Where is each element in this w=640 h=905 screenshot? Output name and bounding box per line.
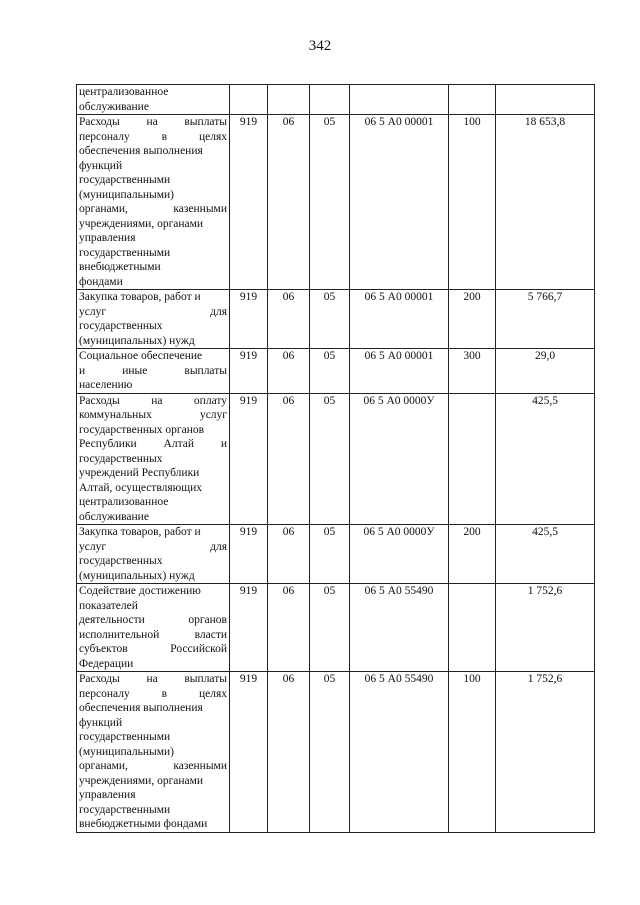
subsection-code-cell: 05 xyxy=(310,584,350,672)
amount-cell: 1 752,6 xyxy=(496,584,595,672)
ministry-code-cell: 919 xyxy=(230,115,268,290)
item-name-line: управления xyxy=(79,232,136,244)
item-name-line: Расходы на оплату xyxy=(79,394,227,407)
target-article-cell xyxy=(350,85,449,115)
ministry-code-cell: 919 xyxy=(230,525,268,584)
item-name-line: населению xyxy=(79,379,133,391)
item-name-line: государственных xyxy=(79,452,163,465)
amount-cell: 18 653,8 xyxy=(496,115,595,290)
ministry-code-cell xyxy=(230,85,268,115)
expense-type-cell: 200 xyxy=(449,290,496,349)
amount-cell: 425,5 xyxy=(496,525,595,584)
item-name-line: государственными xyxy=(79,803,171,816)
item-name-line: персоналу в целях xyxy=(79,130,227,143)
subsection-code-cell: 05 xyxy=(310,115,350,290)
budget-table xyxy=(76,84,595,833)
item-name-line: Расходы на выплаты xyxy=(79,673,227,685)
table-row xyxy=(77,672,595,833)
item-name-line: функций xyxy=(79,159,123,172)
item-name-line: исполнительной власти xyxy=(79,628,227,641)
section-code-cell: 06 xyxy=(268,393,310,525)
item-name-line: государственными xyxy=(79,731,171,743)
item-name-line: обеспечения выполнения xyxy=(79,702,203,714)
item-name-line: услуг для xyxy=(79,305,227,318)
expense-type-cell xyxy=(449,85,496,115)
item-name-line: персоналу в целях xyxy=(79,687,227,700)
item-name-cell xyxy=(77,290,230,349)
item-name-line: Закупка товаров, работ и xyxy=(79,291,201,303)
ministry-code-cell: 919 xyxy=(230,290,268,349)
item-name-cell xyxy=(77,85,230,115)
table-row xyxy=(77,525,595,584)
subsection-code-cell: 05 xyxy=(310,525,350,584)
subsection-code-cell: 05 xyxy=(310,290,350,349)
item-name-line: фондами xyxy=(79,275,123,288)
amount-cell: 5 766,7 xyxy=(496,290,595,349)
item-name-cell xyxy=(77,393,230,525)
expense-type-cell xyxy=(449,393,496,525)
target-article-cell: 06 5 А0 0000У xyxy=(350,525,449,584)
section-code-cell xyxy=(268,85,310,115)
item-name-line: обеспечения выполнения xyxy=(79,145,203,157)
target-article-cell: 06 5 А0 0000У xyxy=(350,393,449,525)
expense-type-cell xyxy=(449,584,496,672)
table-row xyxy=(77,393,595,525)
amount-cell: 425,5 xyxy=(496,393,595,525)
target-article-cell: 06 5 А0 00001 xyxy=(350,349,449,394)
expense-type-cell: 300 xyxy=(449,349,496,394)
item-name-line: Расходы на выплаты xyxy=(79,116,227,128)
item-name-line: функций xyxy=(79,716,123,729)
item-name-line: учреждениями, органами xyxy=(79,217,204,230)
section-code-cell: 06 xyxy=(268,584,310,672)
item-name-line: Содействие достижению xyxy=(79,585,201,597)
ministry-code-cell: 919 xyxy=(230,672,268,833)
item-name-line: внебюджетными xyxy=(79,261,161,273)
ministry-code-cell: 919 xyxy=(230,349,268,394)
item-name-line: Алтай, осуществляющих xyxy=(79,481,202,494)
item-name-cell xyxy=(77,525,230,584)
item-name-line: централизованное xyxy=(79,86,169,98)
page-number: 342 xyxy=(308,38,332,54)
target-article-cell: 06 5 А0 55490 xyxy=(350,584,449,672)
item-name-line: деятельности органов xyxy=(79,614,227,626)
item-name-cell xyxy=(77,115,230,290)
item-name-line: показателей xyxy=(79,599,138,612)
item-name-line: коммунальных услуг xyxy=(79,409,227,421)
item-name-line: обслуживание xyxy=(79,510,149,523)
table-row xyxy=(77,85,595,115)
item-name-line: (муниципальными) xyxy=(79,188,174,201)
budget-table-body xyxy=(77,85,595,833)
section-code-cell: 06 xyxy=(268,349,310,394)
item-name-line: Республики Алтай и xyxy=(79,438,227,450)
item-name-cell xyxy=(77,584,230,672)
table-row xyxy=(77,584,595,672)
item-name-line: государственными xyxy=(79,246,171,259)
expense-type-cell: 100 xyxy=(449,672,496,833)
item-name-line: государственных xyxy=(79,320,163,332)
subsection-code-cell: 05 xyxy=(310,672,350,833)
item-name-line: и иные выплаты xyxy=(79,364,227,377)
table-row xyxy=(77,349,595,394)
ministry-code-cell: 919 xyxy=(230,584,268,672)
section-code-cell: 06 xyxy=(268,672,310,833)
item-name-line: органами, казенными xyxy=(79,203,227,215)
item-name-line: услуг для xyxy=(79,540,227,553)
item-name-cell xyxy=(77,672,230,833)
item-name-line: органами, казенными xyxy=(79,760,227,772)
target-article-cell: 06 5 А0 55490 xyxy=(350,672,449,833)
subsection-code-cell: 05 xyxy=(310,393,350,525)
item-name-line: государственных xyxy=(79,555,163,567)
item-name-line: централизованное xyxy=(79,496,169,508)
item-name-line: государственных органов xyxy=(79,423,205,436)
item-name-cell xyxy=(77,349,230,394)
target-article-cell: 06 5 А0 00001 xyxy=(350,290,449,349)
expense-type-cell: 200 xyxy=(449,525,496,584)
table-row xyxy=(77,290,595,349)
section-code-cell: 06 xyxy=(268,290,310,349)
target-article-cell: 06 5 А0 00001 xyxy=(350,115,449,290)
amount-cell xyxy=(496,85,595,115)
subsection-code-cell xyxy=(310,85,350,115)
expense-type-cell: 100 xyxy=(449,115,496,290)
section-code-cell: 06 xyxy=(268,525,310,584)
item-name-line: государственными xyxy=(79,174,171,186)
item-name-line: учреждений Республики xyxy=(79,467,200,479)
item-name-line: управления xyxy=(79,789,136,801)
item-name-line: учреждениями, органами xyxy=(79,774,204,787)
item-name-line: (муниципальных) нужд xyxy=(79,334,195,347)
item-name-line: (муниципальными) xyxy=(79,745,174,758)
item-name-line: обслуживание xyxy=(79,100,149,113)
section-code-cell: 06 xyxy=(268,115,310,290)
subsection-code-cell: 05 xyxy=(310,349,350,394)
table-row xyxy=(77,115,595,290)
amount-cell: 29,0 xyxy=(496,349,595,394)
item-name-line: внебюджетными фондами xyxy=(79,818,208,830)
item-name-line: субъектов Российской xyxy=(79,643,227,655)
item-name-line: Федерации xyxy=(79,657,134,670)
item-name-line: Социальное обеспечение xyxy=(79,350,203,362)
ministry-code-cell: 919 xyxy=(230,393,268,525)
item-name-line: Закупка товаров, работ и xyxy=(79,526,201,538)
item-name-line: (муниципальных) нужд xyxy=(79,569,195,582)
amount-cell: 1 752,6 xyxy=(496,672,595,833)
